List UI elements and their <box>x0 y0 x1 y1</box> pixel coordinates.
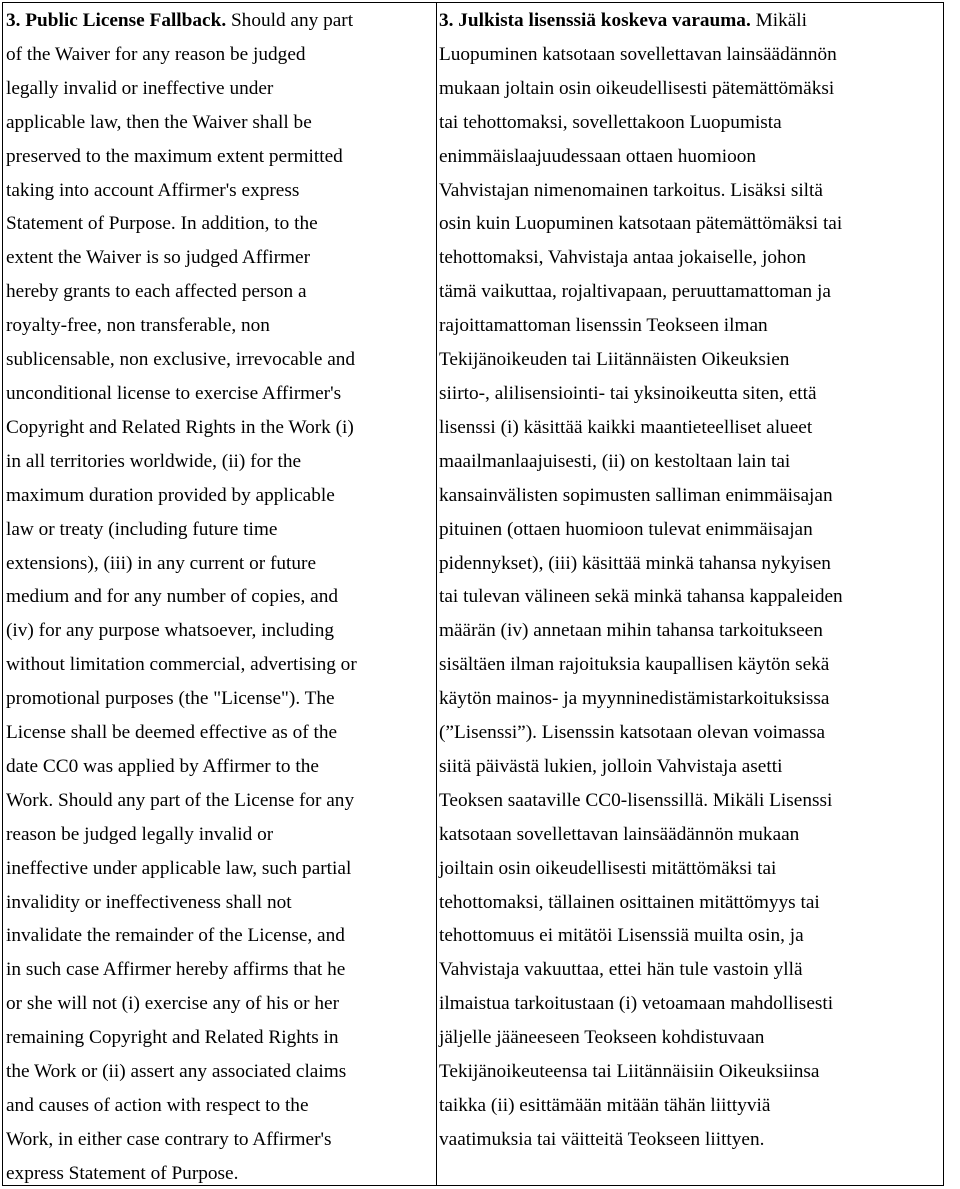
english-paragraph-line: in all territories worldwide, (ii) for the <box>6 450 302 472</box>
english-paragraph-line: reason be judged legally invalid or <box>6 823 274 845</box>
english-column <box>3 3 437 1185</box>
english-paragraph-line: remaining Copyright and Related Rights in <box>6 1027 339 1049</box>
english-paragraph-line: taking into account Affirmer's express <box>6 179 300 201</box>
english-paragraph-line: Copyright and Related Rights in the Work (i) <box>6 416 354 438</box>
finnish-paragraph-line: sisältäen ilman rajoituksia kaupallisen käytön sekä <box>439 654 830 676</box>
english-paragraph-line: maximum duration provided by applicable <box>6 484 335 506</box>
finnish-first-line <box>439 4 943 38</box>
english-paragraph-line: extensions), (iii) in any current or future <box>6 552 317 574</box>
english-paragraph-line: invalidate the remainder of the License, and <box>6 925 345 947</box>
finnish-paragraph-line: (”Lisenssi”). Lisenssin katsotaan olevan voimassa <box>439 722 826 744</box>
english-first-line <box>6 4 436 38</box>
finnish-paragraph-line: Teoksen saataville CC0-lisenssillä. Mikäli Lisenssi <box>439 789 833 811</box>
finnish-paragraph-line: siitä päivästä lukien, jolloin Vahvistaja asetti <box>439 755 783 777</box>
finnish-paragraph-line: Vahvistaja vakuuttaa, ettei hän tule vastoin yllä <box>439 959 803 981</box>
finnish-paragraph-line: jäljelle jääneeseen Teokseen kohdistuvaan <box>439 1027 765 1049</box>
finnish-paragraph-line: käytön mainos- ja myynninedistämistarkoituksissa <box>439 688 830 710</box>
english-paragraph-line: extent the Waiver is so judged Affirmer <box>6 247 311 269</box>
finnish-paragraph-line: osin kuin Luopuminen katsotaan pätemättömäksi tai <box>439 213 843 235</box>
english-paragraph-line: unconditional license to exercise Affirmer's <box>6 382 342 404</box>
finnish-paragraph-line: Tekijänoikeuden tai Liitännäisten Oikeuksien <box>439 349 790 371</box>
finnish-column <box>437 3 943 1185</box>
english-paragraph-line: Work, in either case contrary to Affirmer's <box>6 1128 332 1150</box>
english-paragraph-line: Statement of Purpose. In addition, to the <box>6 213 318 235</box>
english-paragraph-line: preserved to the maximum extent permitted <box>6 145 343 167</box>
english-paragraph-line: promotional purposes (the "License"). The <box>6 688 335 710</box>
finnish-paragraph-line: katsotaan sovellettavan lainsäädännön mukaan <box>439 823 800 845</box>
english-paragraph-line: Work. Should any part of the License for any <box>6 789 355 811</box>
finnish-paragraph-line: tämä vaikuttaa, rojaltivapaan, peruuttamattoman ja <box>439 281 831 303</box>
finnish-paragraph-line: siirto-, alilisensiointi- tai yksinoikeutta siten, että <box>439 382 817 404</box>
finnish-paragraph-line: pidennykset), (iii) käsittää minkä tahansa nykyisen <box>439 552 831 574</box>
english-paragraph-line: invalidity or ineffectiveness shall not <box>6 891 292 913</box>
english-paragraph-line: of the Waiver for any reason be judged <box>6 43 306 65</box>
finnish-paragraph-line: tehottomuus ei mitätöi Lisenssiä muilta osin, ja <box>439 925 804 947</box>
english-paragraph-line: royalty-free, non transferable, non <box>6 315 270 337</box>
english-paragraph-line: and causes of action with respect to the <box>6 1095 309 1116</box>
finnish-paragraph-line: tai tulevan välineen sekä minkä tahansa kappaleiden <box>439 586 843 608</box>
english-paragraph-line: without limitation commercial, advertising or <box>6 654 357 676</box>
finnish-paragraph-line: määrän (iv) annetaan mihin tahansa tarkoitukseen <box>439 620 823 642</box>
finnish-paragraph-line: mukaan joltain osin oikeudellisesti pätemättömäksi <box>439 77 835 99</box>
finnish-paragraph-line: pituinen (ottaen huomioon tulevat enimmäisajan <box>439 518 813 540</box>
finnish-paragraph-line: tai tehottomaksi, sovellettakoon Luopumista <box>439 111 782 133</box>
finnish-paragraph-line: kansainvälisten sopimusten salliman enimmäisajan <box>439 484 833 506</box>
finnish-paragraph-line: vaatimuksia tai väitteitä Teokseen liittyen. <box>439 1128 765 1150</box>
english-paragraph-line: hereby grants to each affected person a <box>6 281 307 303</box>
english-section-heading: 3. Public License Fallback. <box>6 10 227 31</box>
english-paragraph-line: applicable law, then the Waiver shall be <box>6 111 312 133</box>
finnish-paragraph-line: rajoittamattoman lisenssin Teokseen ilman <box>439 315 768 337</box>
finnish-paragraph-line: Mikäli <box>750 10 808 31</box>
english-paragraph-line: (iv) for any purpose whatsoever, including <box>6 620 334 642</box>
english-paragraph-line: date CC0 was applied by Affirmer to the <box>6 755 319 777</box>
english-paragraph-line: legally invalid or ineffective under <box>6 77 274 99</box>
finnish-paragraph-line: tehottomaksi, tällainen osittainen mitättömyys tai <box>439 891 820 913</box>
english-paragraph-line: sublicensable, non exclusive, irrevocable and <box>6 349 356 371</box>
finnish-paragraph-line: enimmäislaajuudessaan ottaen huomioon <box>439 145 756 167</box>
bilingual-license-table <box>2 2 944 1186</box>
english-paragraph-line: the Work or (ii) assert any associated claims <box>6 1061 347 1083</box>
english-paragraph-line: express Statement of Purpose. <box>6 1162 239 1184</box>
finnish-paragraph-line: Tekijänoikeuteensa tai Liitännäisiin Oikeuksiinsa <box>439 1061 820 1083</box>
finnish-paragraph-line: taikka (ii) esittämään mitään tähän liittyviä <box>439 1095 771 1116</box>
finnish-paragraph-line: Luopuminen katsotaan sovellettavan lainsäädännön <box>439 43 837 65</box>
english-paragraph-line: Should any part <box>226 10 354 31</box>
finnish-paragraph-line: maailmanlaajuisesti, (ii) on kestoltaan lain tai <box>439 450 791 472</box>
english-paragraph-line: in such case Affirmer hereby affirms that he <box>6 959 346 981</box>
english-paragraph-line: ineffective under applicable law, such partial <box>6 857 352 879</box>
english-paragraph-line: License shall be deemed effective as of the <box>6 722 338 744</box>
finnish-paragraph-line: lisenssi (i) käsittää kaikki maantieteelliset alueet <box>439 416 813 438</box>
finnish-paragraph-line: joiltain osin oikeudellisesti mitättömäksi tai <box>439 857 777 879</box>
english-paragraph-line: law or treaty (including future time <box>6 518 278 540</box>
english-paragraph-line: medium and for any number of copies, and <box>6 586 338 608</box>
finnish-paragraph-line: ilmaistua tarkoitustaan (i) vetoamaan mahdollisesti <box>439 993 834 1015</box>
finnish-paragraph-line: Vahvistajan nimenomainen tarkoitus. Lisäksi siltä <box>439 179 823 201</box>
finnish-section-heading: 3. Julkista lisenssiä koskeva varauma. <box>439 10 751 31</box>
finnish-paragraph-line: tehottomaksi, Vahvistaja antaa jokaiselle, johon <box>439 247 806 269</box>
english-paragraph-line: or she will not (i) exercise any of his or her <box>6 993 340 1015</box>
